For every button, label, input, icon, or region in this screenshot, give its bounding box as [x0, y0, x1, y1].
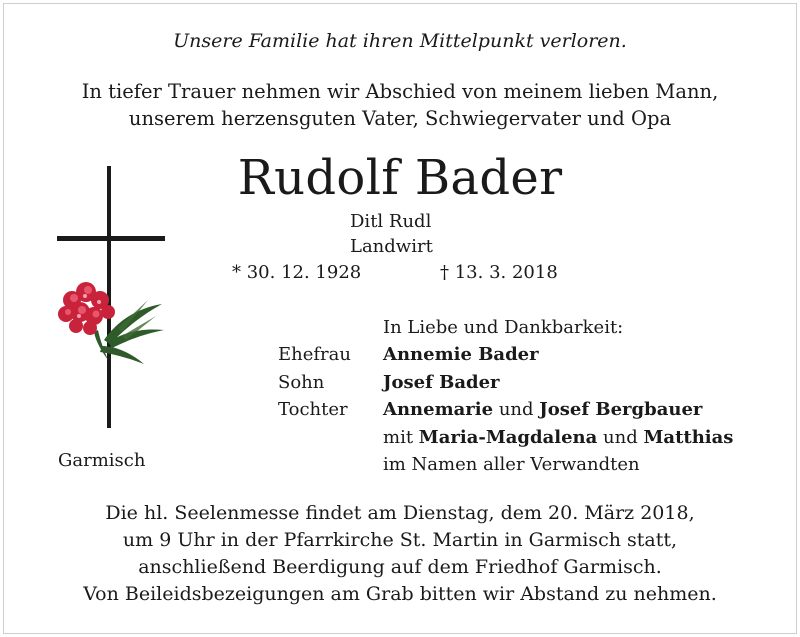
funeral-line-3: anschließend Beerdigung auf dem Friedhof Garmisch. [138, 556, 662, 578]
daughter-name: Annemarie [383, 399, 494, 421]
grandchild-1: Maria-Magdalena [418, 426, 598, 448]
relatives-line: im Namen aller Verwandten [383, 453, 640, 475]
with-word: mit [383, 426, 414, 448]
death-date: † 13. 3. 2018 [440, 262, 558, 283]
son-name: Josef Bader [383, 371, 500, 393]
alpine-rose-icon [52, 270, 172, 366]
daughter-relation: Tochter [278, 399, 348, 421]
conjunction: und [498, 399, 534, 421]
deceased-occupation: Landwirt [350, 236, 433, 257]
intro-line-2: unserem herzensguten Vater, Schwiegervater und Opa [128, 107, 672, 130]
funeral-line-2: um 9 Uhr in der Pfarrkirche St. Martin in Garmisch statt, [122, 529, 678, 551]
grandchild-2: Matthias [643, 426, 734, 448]
place-name: Garmisch [58, 450, 146, 471]
wife-relation: Ehefrau [278, 344, 351, 366]
funeral-line-4: Von Beileidsbezeigungen am Grab bitten wir Abstand zu nehmen. [83, 583, 717, 605]
funeral-line-1: Die hl. Seelenmesse findet am Dienstag, dem 20. März 2018, [105, 502, 695, 524]
mourners-heading: In Liebe und Dankbarkeit: [383, 317, 624, 338]
motto: Unsere Familie hat ihren Mittelpunkt verloren. [173, 30, 627, 52]
birth-date: * 30. 12. 1928 [232, 262, 362, 283]
deceased-name: Rudolf Bader [237, 150, 563, 206]
cross-bar [57, 236, 165, 241]
conjunction: und [603, 426, 638, 448]
son-relation: Sohn [278, 371, 325, 393]
wife-name: Annemie Bader [383, 344, 539, 366]
deceased-nickname: Ditl Rudl [350, 211, 432, 232]
intro-line-1: In tiefer Trauer nehmen wir Abschied von meinem lieben Mann, [81, 80, 719, 103]
son-in-law-name: Josef Bergbauer [539, 399, 703, 421]
